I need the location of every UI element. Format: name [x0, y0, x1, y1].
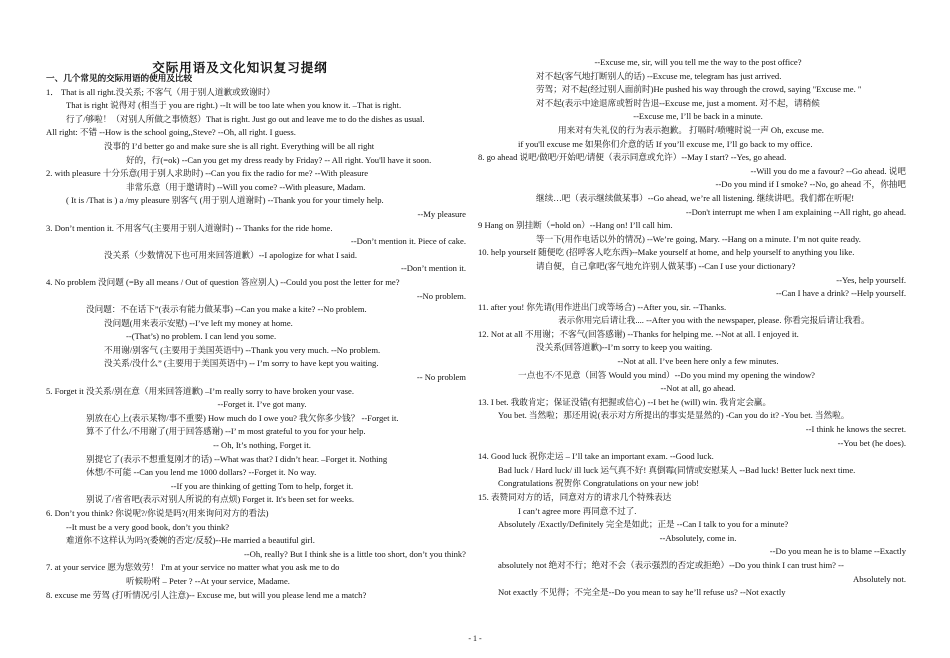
right-text-line: 10. help yourself 随便吃 (招呼客人吃东西)--Make yourself at home, and help yourself to anything you like.	[478, 247, 855, 258]
right-text-line: --Will you do me a favour? --Go ahead. 说吧	[750, 165, 906, 176]
left-text-line: 别提它了(表示不想重复刚才的话) --What was that? I didn’t hear. –Forget it. Nothing	[86, 453, 388, 464]
right-text-line: if you'll excuse me 如果你们介意的话 If you’ll excuse me, I’ll go back to my office.	[518, 138, 813, 149]
left-text-line: --My pleasure	[417, 208, 466, 219]
left-text-line: 算不了什么/不用谢了(用于回答感谢) --I’ m most grateful to you for your help.	[86, 426, 366, 437]
right-text-line: --Don't interrupt me when I am explaining --All right, go ahead.	[685, 206, 906, 217]
right-text-line: Not exactly 不见得；不完全是--Do you mean to say he’ll refuse us? --Not exactly	[498, 587, 786, 598]
right-text-line: 15. 表赞同对方的话，同意对方的请求几个特殊表达	[478, 492, 672, 502]
right-text-line: 表示你用完后请让我.... --After you with the newspaper, please. 你看完报后请让我看。	[558, 315, 870, 326]
right-text-line: Absolutely not.	[853, 573, 906, 584]
right-text-line: --Do you mean he is to blame --Exactly	[769, 546, 906, 557]
left-text-line: That is right 说得对 (相当于 you are right.) --It will be too late when you know it. –That is right.	[66, 100, 402, 111]
right-text-line: Congratulations 祝贺你 Congratulations on your new job!	[498, 478, 699, 489]
left-text-line: --No problem.	[416, 290, 466, 301]
left-text-line: 没问题(用来表示安慰) --I’ve left my money at home.	[104, 317, 293, 328]
right-text-line: You bet. 当然啦；那还用说(表示对方所提出的事实是显然的) -Can you do it? -You bet. 当然啦。	[498, 410, 850, 421]
left-text-line: 别放在心上(表示某物/事不重要) How much do I owe you? 我欠你多少钱？ --Forget it.	[86, 412, 399, 423]
left-text-line: 没事的 I’d better go and make sure she is all right. Everything will be all right	[104, 140, 375, 151]
left-column	[46, 56, 478, 602]
right-text-line: 没关系(回答道歉)--I’m sorry to keep you waiting.	[536, 342, 713, 353]
page-number: - 1 -	[468, 634, 482, 643]
left-text-line: 2. with pleasure 十分乐意(用于别人求助时) --Can you fix the radio for me? --With pleasure	[46, 168, 369, 179]
right-text-line: 14. Good luck 祝你走运 – I’ll take an important exam. --Good luck.	[478, 451, 714, 462]
right-text-line: 13. I bet. 我敢肯定；保证没错(有把握或信心) --I bet he (will) win. 我肯定会赢。	[478, 396, 772, 407]
left-text-line: 没关系（少数情况下也可用来回答道歉）--I apologize for what I said.	[104, 249, 358, 260]
right-text-line: 12. Not at all 不用谢；不客气(回答感谢) --Thanks for helping me. --Not at all. I enjoyed it.	[478, 328, 799, 339]
left-text-line: --Oh, really? But I think she is a little too short, don’t you think?	[243, 548, 466, 559]
left-text-line: 3. Don’t mention it. 不用客气(主要用于别人道谢时) -- Thanks for the ride home.	[46, 222, 333, 233]
right-text-line: --Yes, help yourself.	[836, 274, 906, 285]
right-text-line: Bad luck / Hard luck/ ill luck 运气真不好! 真倒霉(同情或安慰某人 --Bad luck! Better luck next time.	[498, 464, 856, 475]
right-text-line: --I think he knows the secret.	[805, 424, 906, 435]
left-text-line: 7. at your service 愿为您效劳！ I'm at your service no matter what you ask me to do	[46, 562, 340, 573]
left-text-line: 没关系/没什么” (主要用于美国英语中) -- I’m sorry to have kept you waiting.	[104, 358, 379, 369]
right-column	[478, 56, 918, 600]
right-text-line: 对不起(客气地打断别人的话) --Excuse me, telegram has just arrived.	[536, 70, 782, 81]
document-title: 交际用语及文化知识复习提纲	[152, 61, 328, 75]
left-text-line: --Forget it. I’ve got many.	[217, 399, 307, 410]
left-text-line: ( It is /That is ) a /my pleasure 别客气 (用于别人道谢时) --Thank you for your timely help.	[66, 195, 384, 206]
left-text-line: 听候吩咐 – Peter ? --At your service, Madame.	[126, 575, 290, 586]
left-text-line: 6. Don’t you think? 你说呢?/你说是吗?(用来询问对方的看法)	[46, 508, 269, 518]
right-text-line: 等一下(用作电话以外的情况) --We’re going, Mary. --Hang on a minute. I’m not quite ready.	[536, 233, 861, 244]
left-text-line: 一、几个常见的交际用语的使用及比较	[46, 73, 193, 83]
right-text-line: --Not at all. I’ve been here only a few minutes.	[617, 356, 779, 367]
right-text-line: 8. go ahead 说吧/做吧/开始吧/请便（表示同意或允许）--May I start? --Yes, go ahead.	[478, 152, 787, 163]
left-text-line: 休想/不可能 --Can you lend me 1000 dollars? --Forget it. No way.	[86, 467, 317, 478]
left-text-line: All right: 不错 --How is the school going,,Steve? --Oh, all right. I guess.	[46, 127, 296, 138]
right-text-line: 一点也不/不见意（回答 Would you mind）--Do you mind my opening the window?	[518, 369, 815, 380]
left-text-line: 5. Forget it 没关系/别在意（用来回答道歉) –I’m really sorry to have broken your vase.	[46, 385, 354, 396]
left-text-line: -- Oh, It’s nothing, Forget it.	[213, 440, 311, 451]
right-text-line: 请自便，自己拿吧(客气地允许别人做某事) --Can I use your dictionary?	[536, 260, 796, 271]
left-text-line: -- No problem	[416, 372, 466, 383]
right-text-line: --Do you mind if I smoke? --No, go ahead 不，你抽吧	[715, 179, 906, 190]
left-text-line: 好的，行(=ok) --Can you get my dress ready by Friday? -- All right. You'll have it soon.	[126, 154, 432, 165]
right-text-line: 继续…吧（表示继续做某事）--Go ahead, we’re all listening. 继续讲吧。我们都在听呢!	[536, 192, 855, 203]
left-text-line: 行了/够啦！（对别人所做之事愤怒）That is right. Just go out and leave me to do the dishes as usual.	[66, 113, 425, 124]
left-text-line: --It must be a very good book, don’t you think?	[66, 521, 230, 532]
left-text-line: 8. excuse me 劳驾 (打听情况/引人注意)-- Excuse me, but will you please lend me a match?	[46, 589, 367, 600]
right-text-line: --Excuse me, I’ll be back in a minute.	[633, 111, 763, 122]
left-text-line: --(That’s) no problem. I can lend you some.	[126, 331, 277, 342]
right-text-line: 11. after you! 你先请(用作进出门或等场合) --After you, sir. --Thanks.	[478, 301, 727, 312]
right-text-line: I can’t agree more 再同意不过了.	[518, 505, 637, 516]
left-text-line: --Don’t mention it. Piece of cake.	[350, 236, 466, 247]
right-text-line: 用来对有失礼仪的行为表示抱歉。 打嗝时/喷嚏时说一声 Oh, excuse me.	[558, 124, 824, 135]
right-text-line: 劳驾；对不起(经过别人面前时)He pushed his way through the crowd, saying "Excuse me. "	[536, 84, 862, 95]
left-text-line: 难道你不这样认为吗?(委婉的否定/反驳)--He married a beautiful girl.	[66, 535, 315, 546]
left-text-line: 4. No problem 没问题 (=By all means / Out of question 答应别人) --Could you post the letter for me?	[46, 276, 400, 287]
right-text-line: --Can I have a drink? --Help yourself.	[775, 288, 906, 299]
right-text-line: 9 Hang on 别挂断（=hold on）--Hang on! I’ll call him.	[478, 220, 673, 231]
right-text-line: --You bet (he does).	[837, 437, 906, 448]
left-text-line: 1． That is all right.没关系; 不客气（用于别人道歉或致谢时）	[46, 86, 276, 97]
left-text-line: 不用谢/别客气 (主要用于美国英语中) --Thank you very much. --No problem.	[104, 344, 381, 355]
right-text-line: --Not at all, go ahead.	[660, 383, 736, 394]
left-text-line: 没问题：不在话下”(表示有能力做某事) --Can you make a kite? --No problem.	[86, 304, 367, 315]
left-text-line: 非常乐意（用于邀请时) --Will you come? --With pleasure, Madam.	[126, 181, 366, 192]
right-text-line: absolutely not 绝对不行；绝对不会（表示强烈的否定或拒绝）--Do you think I can trust him? --	[498, 559, 844, 570]
left-text-line: --Don’t mention it.	[400, 263, 466, 274]
right-text-line: 对不起(表示中途退席或暂时告退--Excuse me, just a moment. 对不起，请稍候	[536, 97, 820, 108]
right-text-line: Absolutely /Exactly/Definitely 完全是如此；正是 --Can I talk to you for a minute?	[498, 519, 789, 530]
right-text-line: --Absolutely, come in.	[659, 532, 737, 543]
left-text-line: --If you are thinking of getting Tom to help, forget it.	[170, 480, 354, 491]
right-text-line: --Excuse me, sir, will you tell me the way to the post office?	[594, 57, 802, 67]
left-text-line: 别说了/省省吧(表示对别人所说的有点烦) Forget it. It's been set for weeks.	[86, 494, 355, 505]
